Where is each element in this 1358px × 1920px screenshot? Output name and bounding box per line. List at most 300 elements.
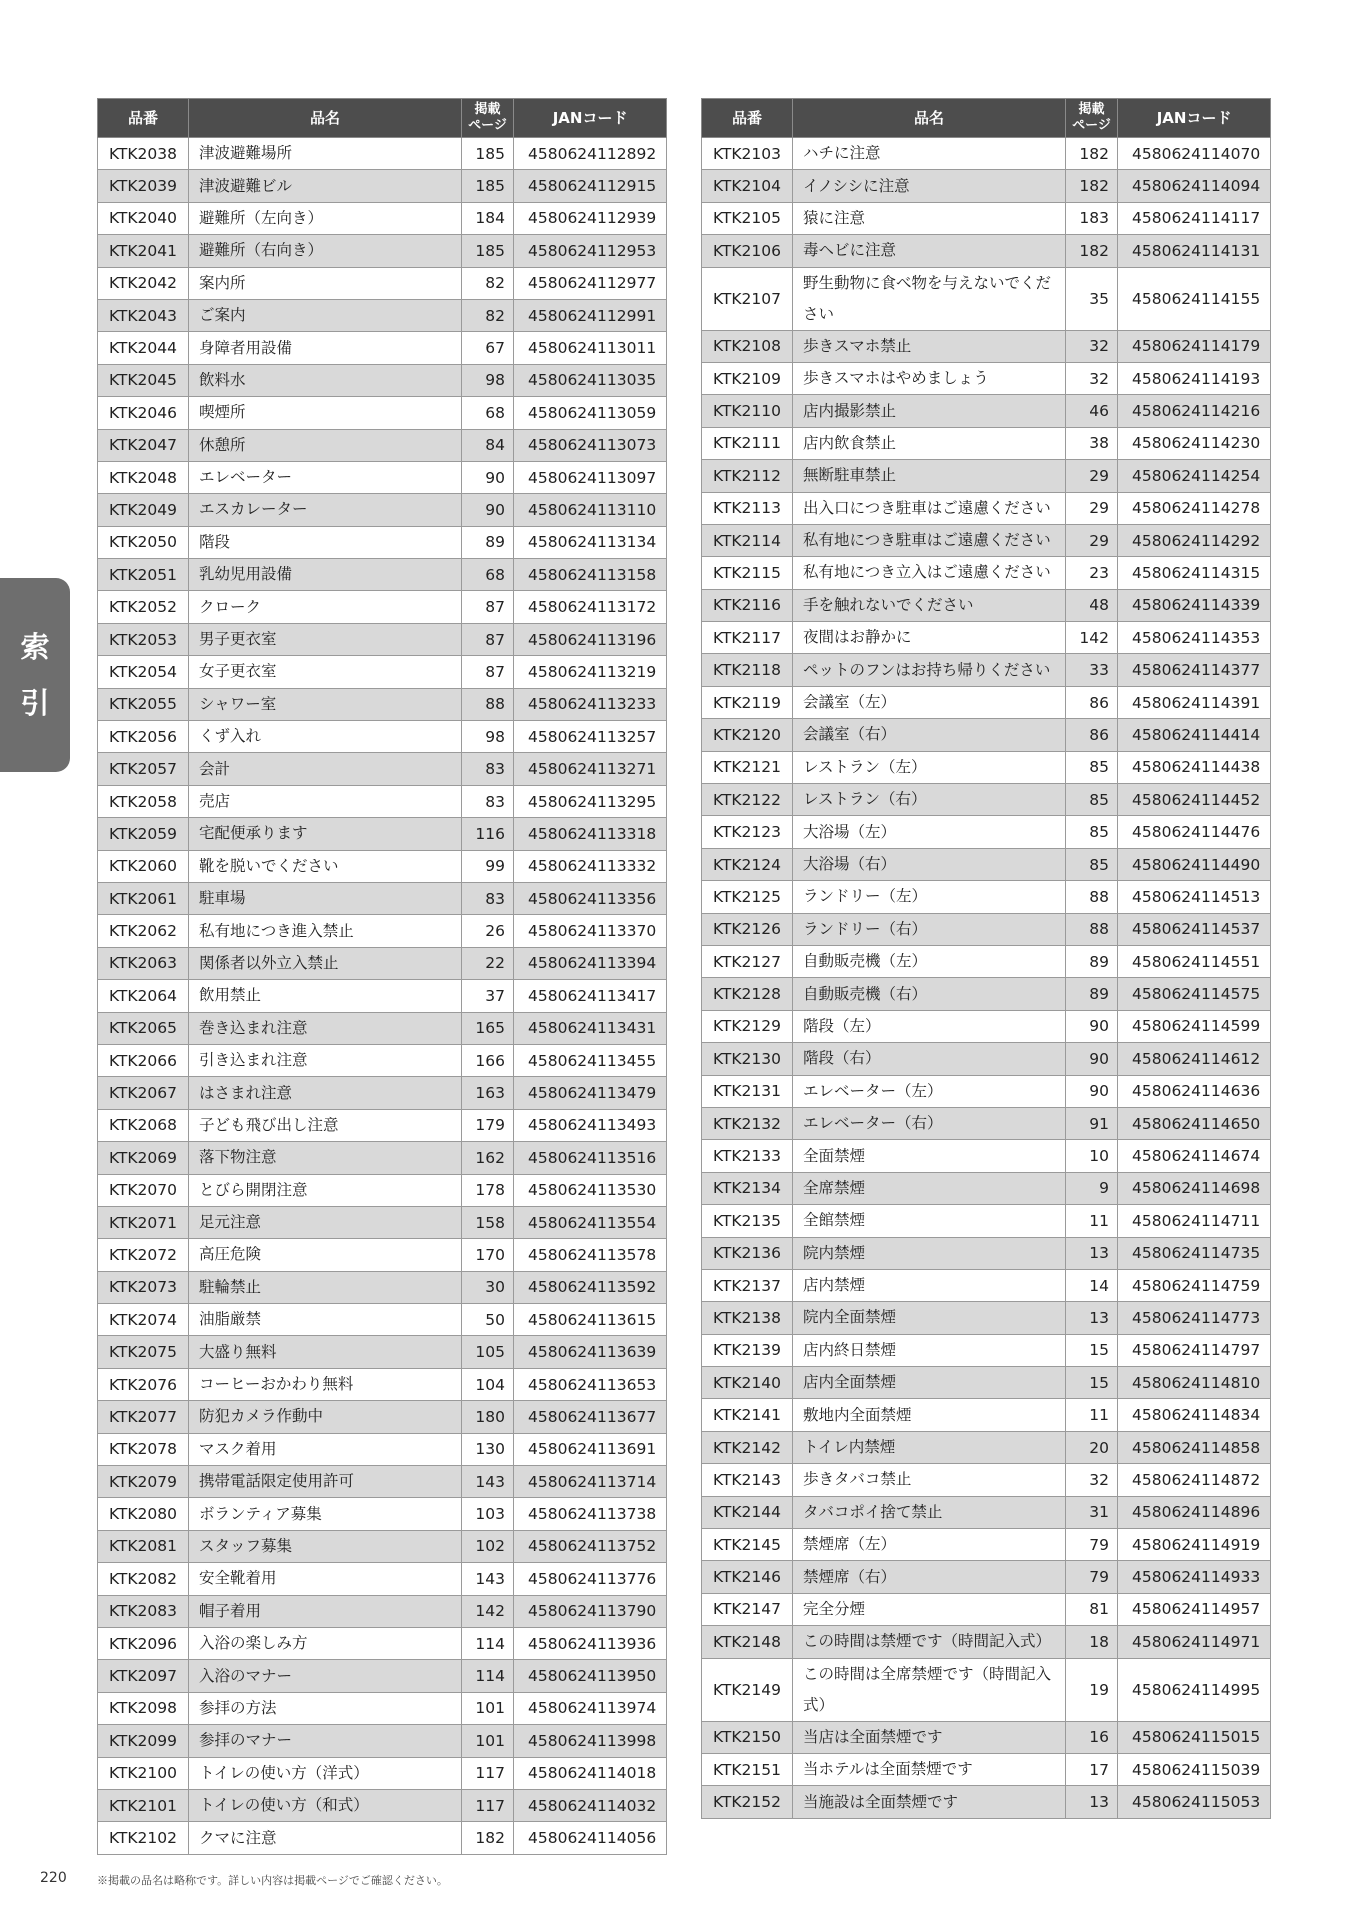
table-row: [702, 978, 1271, 1010]
item-code-cell: KTK2132: [702, 1107, 793, 1139]
table-row: [98, 170, 667, 202]
jan-code-cell: 4580624114476: [1118, 816, 1271, 848]
item-code-cell: KTK2138: [702, 1302, 793, 1334]
item-name-cell: エレベーター（右）: [793, 1107, 1066, 1139]
item-code-cell: KTK2038: [98, 138, 189, 170]
item-code-cell: KTK2068: [98, 1109, 189, 1141]
jan-code-cell: 4580624114193: [1118, 362, 1271, 394]
header-jan: JANコード: [514, 99, 667, 138]
item-name-cell: 全席禁煙: [793, 1172, 1066, 1204]
page-cell: 11: [1066, 1205, 1118, 1237]
table-row: [98, 1595, 667, 1627]
page-cell: 83: [462, 882, 514, 914]
jan-code-cell: 4580624113332: [514, 850, 667, 882]
table-row: [98, 1142, 667, 1174]
table-row: [702, 1626, 1271, 1658]
table-row: [702, 395, 1271, 427]
jan-code-cell: 4580624113073: [514, 429, 667, 461]
item-code-cell: KTK2050: [98, 526, 189, 558]
page-cell: 85: [1066, 816, 1118, 848]
jan-code-cell: 4580624114919: [1118, 1529, 1271, 1561]
item-code-cell: KTK2059: [98, 818, 189, 850]
page-cell: 15: [1066, 1367, 1118, 1399]
page-cell: 23: [1066, 557, 1118, 589]
jan-code-cell: 4580624114179: [1118, 330, 1271, 362]
jan-code-cell: 4580624114995: [1118, 1658, 1271, 1721]
page-cell: 88: [462, 688, 514, 720]
table-row: [98, 1498, 667, 1530]
item-name-cell: 私有地につき駐車はご遠慮ください: [793, 524, 1066, 556]
item-name-cell: トイレの使い方（洋式）: [189, 1757, 462, 1789]
page-cell: 166: [462, 1044, 514, 1076]
page-cell: 26: [462, 915, 514, 947]
item-code-cell: KTK2101: [98, 1789, 189, 1821]
page-cell: 143: [462, 1466, 514, 1498]
item-code-cell: KTK2082: [98, 1563, 189, 1595]
jan-code-cell: 4580624113615: [514, 1304, 667, 1336]
jan-code-cell: 4580624114957: [1118, 1593, 1271, 1625]
jan-code-cell: 4580624113158: [514, 559, 667, 591]
table-row: [702, 1464, 1271, 1496]
page-cell: 88: [1066, 913, 1118, 945]
item-name-cell: 大浴場（右）: [793, 848, 1066, 880]
table-row: [702, 816, 1271, 848]
jan-code-cell: 4580624114438: [1118, 751, 1271, 783]
page-cell: 86: [1066, 686, 1118, 718]
jan-code-cell: 4580624113790: [514, 1595, 667, 1627]
table-row: [98, 1401, 667, 1433]
table-row: [702, 913, 1271, 945]
jan-code-cell: 4580624114650: [1118, 1107, 1271, 1139]
item-code-cell: KTK2130: [702, 1043, 793, 1075]
item-name-cell: 駐輪禁止: [189, 1271, 462, 1303]
item-code-cell: KTK2122: [702, 784, 793, 816]
item-code-cell: KTK2118: [702, 654, 793, 686]
jan-code-cell: 4580624114575: [1118, 978, 1271, 1010]
table-header-row: [702, 99, 1271, 138]
item-code-cell: KTK2099: [98, 1725, 189, 1757]
table-row: [98, 138, 667, 170]
page-cell: 30: [462, 1271, 514, 1303]
page-cell: 182: [1066, 235, 1118, 267]
item-code-cell: KTK2108: [702, 330, 793, 362]
table-row: [98, 1530, 667, 1562]
table-row: [98, 494, 667, 526]
table-row: [702, 686, 1271, 718]
item-name-cell: ランドリー（左）: [793, 881, 1066, 913]
page-cell: 102: [462, 1530, 514, 1562]
item-name-cell: 携帯電話限定使用許可: [189, 1466, 462, 1498]
jan-code-cell: 4580624113998: [514, 1725, 667, 1757]
table-row: [98, 461, 667, 493]
page-cell: 29: [1066, 460, 1118, 492]
item-code-cell: KTK2080: [98, 1498, 189, 1530]
item-name-cell: 毒ヘビに注意: [793, 235, 1066, 267]
item-code-cell: KTK2097: [98, 1660, 189, 1692]
item-name-cell: 靴を脱いでください: [189, 850, 462, 882]
page-cell: 99: [462, 850, 514, 882]
page-cell: 87: [462, 591, 514, 623]
page-cell: 90: [1066, 1043, 1118, 1075]
item-name-cell: 歩きスマホ禁止: [793, 330, 1066, 362]
table-row: [98, 721, 667, 753]
item-name-cell: 全館禁煙: [793, 1205, 1066, 1237]
jan-code-cell: 4580624113578: [514, 1239, 667, 1271]
table-row: [702, 1593, 1271, 1625]
page-cell: 89: [462, 526, 514, 558]
item-code-cell: KTK2107: [702, 267, 793, 330]
item-code-cell: KTK2142: [702, 1431, 793, 1463]
jan-code-cell: 4580624115015: [1118, 1721, 1271, 1753]
page-cell: 143: [462, 1563, 514, 1595]
item-name-cell: レストラン（右）: [793, 784, 1066, 816]
jan-code-cell: 4580624113011: [514, 332, 667, 364]
item-code-cell: KTK2096: [98, 1627, 189, 1659]
item-code-cell: KTK2111: [702, 427, 793, 459]
page-cell: 86: [1066, 719, 1118, 751]
page-cell: 185: [462, 170, 514, 202]
page-cell: 84: [462, 429, 514, 461]
table-row: [98, 1174, 667, 1206]
page-cell: 35: [1066, 267, 1118, 330]
jan-code-cell: 4580624114278: [1118, 492, 1271, 524]
jan-code-cell: 4580624114858: [1118, 1431, 1271, 1463]
jan-code-cell: 4580624114056: [514, 1822, 667, 1854]
page-cell: 142: [1066, 622, 1118, 654]
item-code-cell: KTK2106: [702, 235, 793, 267]
item-code-cell: KTK2141: [702, 1399, 793, 1431]
page-cell: 90: [462, 461, 514, 493]
jan-code-cell: 4580624113394: [514, 947, 667, 979]
item-name-cell: 自動販売機（右）: [793, 978, 1066, 1010]
item-name-cell: 津波避難場所: [189, 138, 462, 170]
table-row: [702, 362, 1271, 394]
page-cell: 182: [1066, 170, 1118, 202]
item-code-cell: KTK2075: [98, 1336, 189, 1368]
page-cell: 17: [1066, 1753, 1118, 1785]
item-name-cell: 私有地につき進入禁止: [189, 915, 462, 947]
table-row: [98, 785, 667, 817]
item-name-cell: トイレ内禁煙: [793, 1431, 1066, 1463]
item-name-cell: 防犯カメラ作動中: [189, 1401, 462, 1433]
table-row: [702, 848, 1271, 880]
page-cell: 82: [462, 299, 514, 331]
page-cell: 185: [462, 138, 514, 170]
table-row: [702, 170, 1271, 202]
item-name-cell: 敷地内全面禁煙: [793, 1399, 1066, 1431]
table-row: [702, 1302, 1271, 1334]
jan-code-cell: 4580624112991: [514, 299, 667, 331]
item-code-cell: KTK2136: [702, 1237, 793, 1269]
jan-code-cell: 4580624113196: [514, 623, 667, 655]
table-row: [98, 235, 667, 267]
item-name-cell: スタッフ募集: [189, 1530, 462, 1562]
item-code-cell: KTK2134: [702, 1172, 793, 1204]
table-row: [98, 915, 667, 947]
page-cell: 83: [462, 785, 514, 817]
item-name-cell: 飲用禁止: [189, 980, 462, 1012]
jan-code-cell: 4580624114759: [1118, 1269, 1271, 1301]
page-cell: 18: [1066, 1626, 1118, 1658]
jan-code-cell: 4580624114537: [1118, 913, 1271, 945]
page-cell: 13: [1066, 1302, 1118, 1334]
page-cell: 10: [1066, 1140, 1118, 1172]
table-row: [702, 235, 1271, 267]
item-name-cell: 避難所（右向き）: [189, 235, 462, 267]
item-code-cell: KTK2041: [98, 235, 189, 267]
item-code-cell: KTK2144: [702, 1496, 793, 1528]
item-name-cell: 禁煙席（右）: [793, 1561, 1066, 1593]
page-cell: 89: [1066, 945, 1118, 977]
page-cell: 81: [1066, 1593, 1118, 1625]
page-cell: 89: [1066, 978, 1118, 1010]
item-name-cell: クマに注意: [189, 1822, 462, 1854]
jan-code-cell: 4580624114254: [1118, 460, 1271, 492]
item-name-cell: 巻き込まれ注意: [189, 1012, 462, 1044]
item-name-cell: 駐車場: [189, 882, 462, 914]
table-row: [702, 589, 1271, 621]
item-code-cell: KTK2070: [98, 1174, 189, 1206]
jan-code-cell: 4580624113714: [514, 1466, 667, 1498]
item-code-cell: KTK2051: [98, 559, 189, 591]
item-name-cell: 歩きスマホはやめましょう: [793, 362, 1066, 394]
item-code-cell: KTK2073: [98, 1271, 189, 1303]
item-code-cell: KTK2100: [98, 1757, 189, 1789]
item-name-cell: 安全靴着用: [189, 1563, 462, 1595]
item-code-cell: KTK2115: [702, 557, 793, 589]
item-name-cell: 避難所（左向き）: [189, 202, 462, 234]
jan-code-cell: 4580624113974: [514, 1692, 667, 1724]
page-cell: 179: [462, 1109, 514, 1141]
item-name-cell: 関係者以外立入禁止: [189, 947, 462, 979]
item-code-cell: KTK2057: [98, 753, 189, 785]
page-cell: 130: [462, 1433, 514, 1465]
header-code: 品番: [98, 99, 189, 138]
item-name-cell: はさまれ注意: [189, 1077, 462, 1109]
table-row: [98, 947, 667, 979]
item-name-cell: トイレの使い方（和式）: [189, 1789, 462, 1821]
item-code-cell: KTK2113: [702, 492, 793, 524]
item-name-cell: 店内撮影禁止: [793, 395, 1066, 427]
item-code-cell: KTK2081: [98, 1530, 189, 1562]
page-cell: 31: [1066, 1496, 1118, 1528]
page-cell: 68: [462, 559, 514, 591]
jan-code-cell: 4580624115039: [1118, 1753, 1271, 1785]
item-code-cell: KTK2071: [98, 1206, 189, 1238]
item-name-cell: 当ホテルは全面禁煙です: [793, 1753, 1066, 1785]
page-cell: 32: [1066, 362, 1118, 394]
page-cell: 98: [462, 721, 514, 753]
table-row: [98, 299, 667, 331]
table-row: [98, 656, 667, 688]
page-cell: 13: [1066, 1786, 1118, 1818]
table-row: [702, 719, 1271, 751]
page-cell: 85: [1066, 751, 1118, 783]
item-name-cell: 参拝のマナー: [189, 1725, 462, 1757]
jan-code-cell: 4580624113431: [514, 1012, 667, 1044]
item-code-cell: KTK2064: [98, 980, 189, 1012]
page-cell: 170: [462, 1239, 514, 1271]
table-row: [98, 623, 667, 655]
jan-code-cell: 4580624113356: [514, 882, 667, 914]
table-row: [702, 1786, 1271, 1818]
item-name-cell: 禁煙席（左）: [793, 1529, 1066, 1561]
page-cell: 90: [462, 494, 514, 526]
table-row: [702, 524, 1271, 556]
page-cell: 82: [462, 267, 514, 299]
table-row: [98, 1433, 667, 1465]
page-cell: 32: [1066, 330, 1118, 362]
page-cell: 101: [462, 1725, 514, 1757]
item-code-cell: KTK2042: [98, 267, 189, 299]
table-row: [702, 751, 1271, 783]
item-name-cell: 入浴のマナー: [189, 1660, 462, 1692]
header-page: 掲載 ページ: [462, 99, 514, 138]
jan-code-cell: 4580624114513: [1118, 881, 1271, 913]
table-row: [702, 1561, 1271, 1593]
jan-code-cell: 4580624113936: [514, 1627, 667, 1659]
item-code-cell: KTK2105: [702, 202, 793, 234]
page-cell: 162: [462, 1142, 514, 1174]
item-name-cell: 女子更衣室: [189, 656, 462, 688]
item-code-cell: KTK2149: [702, 1658, 793, 1721]
item-name-cell: 歩きタバコ禁止: [793, 1464, 1066, 1496]
jan-code-cell: 4580624113516: [514, 1142, 667, 1174]
item-code-cell: KTK2078: [98, 1433, 189, 1465]
item-name-cell: 入浴の楽しみ方: [189, 1627, 462, 1659]
item-code-cell: KTK2117: [702, 622, 793, 654]
table-row: [98, 1725, 667, 1757]
item-code-cell: KTK2055: [98, 688, 189, 720]
jan-code-cell: 4580624114698: [1118, 1172, 1271, 1204]
page-cell: 29: [1066, 524, 1118, 556]
jan-code-cell: 4580624112892: [514, 138, 667, 170]
jan-code-cell: 4580624113738: [514, 1498, 667, 1530]
table-row: [702, 1269, 1271, 1301]
header-page: 掲載 ページ: [1066, 99, 1118, 138]
jan-code-cell: 4580624113677: [514, 1401, 667, 1433]
jan-code-cell: 4580624114377: [1118, 654, 1271, 686]
item-name-cell: 足元注意: [189, 1206, 462, 1238]
item-code-cell: KTK2128: [702, 978, 793, 1010]
table-row: [702, 1043, 1271, 1075]
item-name-cell: 階段（左）: [793, 1010, 1066, 1042]
page-cell: 182: [1066, 138, 1118, 170]
table-row: [702, 1237, 1271, 1269]
item-code-cell: KTK2098: [98, 1692, 189, 1724]
jan-code-cell: 4580624113172: [514, 591, 667, 623]
item-name-cell: 無断駐車禁止: [793, 460, 1066, 492]
item-name-cell: 出入口につき駐車はご遠慮ください: [793, 492, 1066, 524]
table-row: [702, 1172, 1271, 1204]
jan-code-cell: 4580624114551: [1118, 945, 1271, 977]
table-row: [702, 460, 1271, 492]
page-cell: 142: [462, 1595, 514, 1627]
item-name-cell: レストラン（左）: [793, 751, 1066, 783]
jan-code-cell: 4580624113059: [514, 397, 667, 429]
item-code-cell: KTK2044: [98, 332, 189, 364]
item-code-cell: KTK2076: [98, 1368, 189, 1400]
jan-code-cell: 4580624114131: [1118, 235, 1271, 267]
jan-code-cell: 4580624114094: [1118, 170, 1271, 202]
item-code-cell: KTK2053: [98, 623, 189, 655]
index-side-tab: [0, 578, 70, 772]
item-name-cell: 会議室（右）: [793, 719, 1066, 751]
jan-code-cell: 4580624114490: [1118, 848, 1271, 880]
page-cell: 90: [1066, 1010, 1118, 1042]
item-name-cell: エスカレーター: [189, 494, 462, 526]
jan-code-cell: 4580624113417: [514, 980, 667, 1012]
jan-code-cell: 4580624114292: [1118, 524, 1271, 556]
page-cell: 37: [462, 980, 514, 1012]
page-cell: 79: [1066, 1561, 1118, 1593]
page-cell: 67: [462, 332, 514, 364]
item-code-cell: KTK2072: [98, 1239, 189, 1271]
jan-code-cell: 4580624113752: [514, 1530, 667, 1562]
item-code-cell: KTK2150: [702, 1721, 793, 1753]
table-row: [702, 557, 1271, 589]
jan-code-cell: 4580624114315: [1118, 557, 1271, 589]
jan-code-cell: 4580624114032: [514, 1789, 667, 1821]
item-name-cell: 引き込まれ注意: [189, 1044, 462, 1076]
table-row: [98, 1563, 667, 1595]
jan-code-cell: 4580624113530: [514, 1174, 667, 1206]
item-name-cell: 案内所: [189, 267, 462, 299]
item-code-cell: KTK2083: [98, 1595, 189, 1627]
item-name-cell: 喫煙所: [189, 397, 462, 429]
item-name-cell: 売店: [189, 785, 462, 817]
jan-code-cell: 4580624114339: [1118, 589, 1271, 621]
jan-code-cell: 4580624114810: [1118, 1367, 1271, 1399]
item-code-cell: KTK2043: [98, 299, 189, 331]
jan-code-cell: 4580624113691: [514, 1433, 667, 1465]
item-name-cell: 階段: [189, 526, 462, 558]
jan-code-cell: 4580624113493: [514, 1109, 667, 1141]
table-row: [98, 688, 667, 720]
page-cell: 87: [462, 623, 514, 655]
item-code-cell: KTK2123: [702, 816, 793, 848]
table-row: [98, 1304, 667, 1336]
page-cell: 50: [462, 1304, 514, 1336]
table-row: [702, 784, 1271, 816]
jan-code-cell: 4580624113479: [514, 1077, 667, 1109]
table-row: [98, 1109, 667, 1141]
item-name-cell: ボランティア募集: [189, 1498, 462, 1530]
jan-code-cell: 4580624113257: [514, 721, 667, 753]
item-name-cell: 休憩所: [189, 429, 462, 461]
table-row: [702, 427, 1271, 459]
jan-code-cell: 4580624114612: [1118, 1043, 1271, 1075]
header-name: 品名: [793, 99, 1066, 138]
table-row: [702, 138, 1271, 170]
item-code-cell: KTK2065: [98, 1012, 189, 1044]
item-name-cell: 高圧危険: [189, 1239, 462, 1271]
item-name-cell: エレベーター: [189, 461, 462, 493]
page-cell: 87: [462, 656, 514, 688]
page-cell: 101: [462, 1692, 514, 1724]
table-row: [98, 559, 667, 591]
item-code-cell: KTK2129: [702, 1010, 793, 1042]
item-name-cell: 階段（右）: [793, 1043, 1066, 1075]
page-cell: 38: [1066, 427, 1118, 459]
jan-code-cell: 4580624114797: [1118, 1334, 1271, 1366]
item-code-cell: KTK2127: [702, 945, 793, 977]
table-row: [98, 882, 667, 914]
table-row: [98, 364, 667, 396]
item-code-cell: KTK2135: [702, 1205, 793, 1237]
item-name-cell: 参拝の方法: [189, 1692, 462, 1724]
page-cell: 79: [1066, 1529, 1118, 1561]
